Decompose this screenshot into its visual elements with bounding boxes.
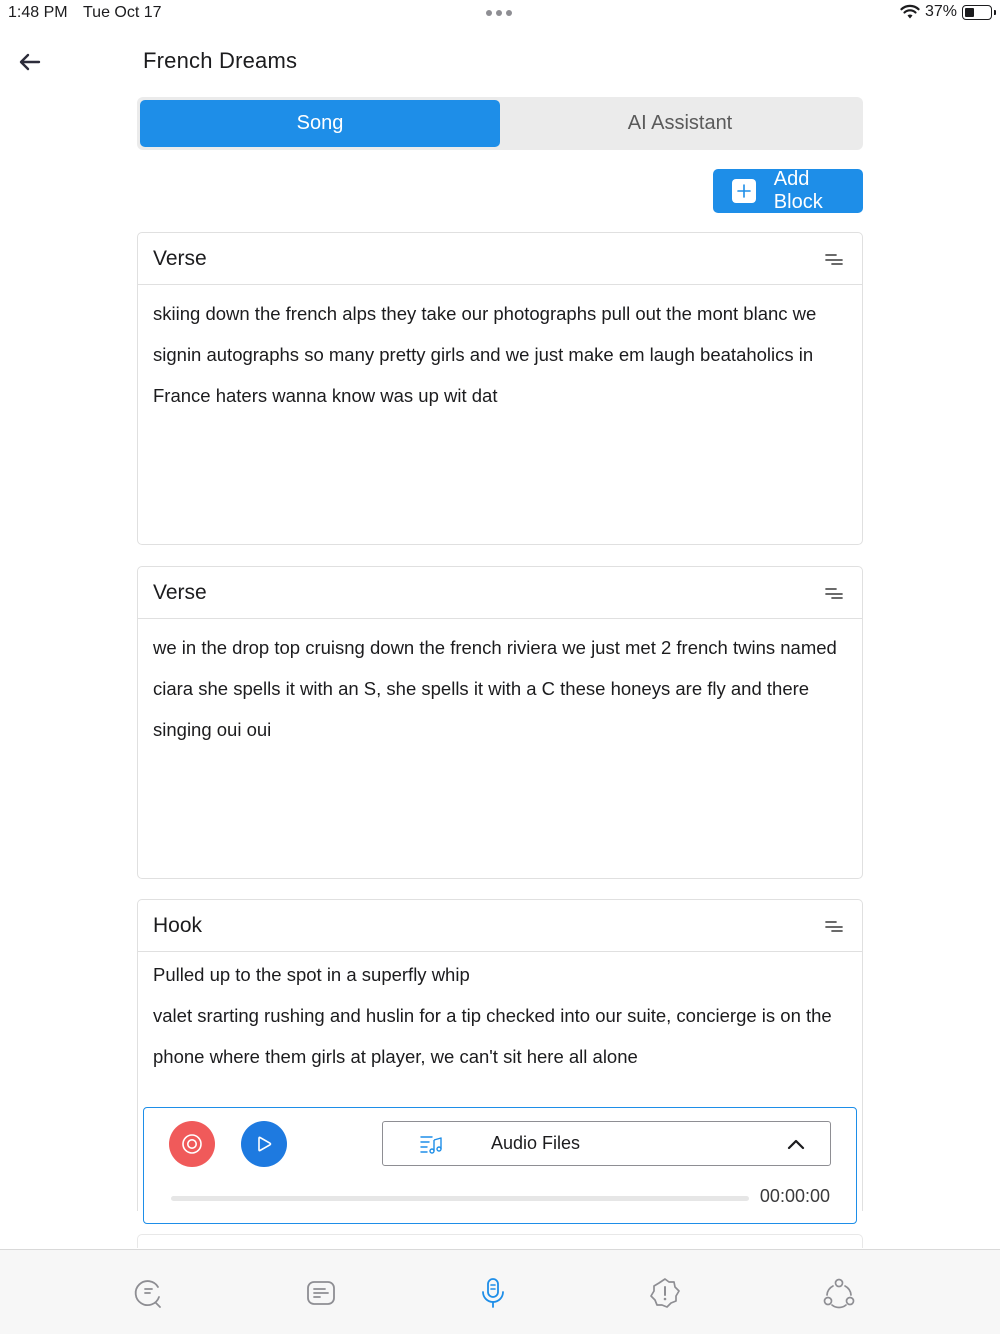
lyric-line: we in the drop top cruisng down the french riviera we just met 2 french twins named ciara she spells it with an S, she spells it with a C these honeys are fly and there singing oui oui xyxy=(153,637,837,740)
lyric-text-area[interactable] xyxy=(138,285,862,424)
notes-icon xyxy=(305,1277,337,1309)
community-icon xyxy=(822,1277,856,1309)
lyric-block-verse xyxy=(137,566,863,879)
plus-icon xyxy=(732,179,756,203)
status-date: Tue Oct 17 xyxy=(83,4,162,21)
tab-song[interactable]: Song xyxy=(140,100,500,147)
lyric-block-verse xyxy=(137,232,863,545)
block-title: Hook xyxy=(153,913,203,937)
block-header xyxy=(138,233,862,285)
chevron-up-icon xyxy=(786,1134,806,1154)
block-title: Verse xyxy=(153,580,207,604)
nav-history[interactable] xyxy=(131,1276,165,1310)
battery-percent: 37% xyxy=(924,3,957,20)
history-icon xyxy=(132,1277,164,1309)
tab-ai-assistant[interactable]: AI Assistant xyxy=(627,112,733,134)
nav-community[interactable] xyxy=(822,1276,856,1310)
audio-files-dropdown[interactable] xyxy=(382,1121,831,1166)
play-button[interactable] xyxy=(241,1121,287,1167)
battery-icon xyxy=(962,5,992,20)
playlist-music-icon xyxy=(419,1132,443,1156)
multitasking-dots-icon[interactable] xyxy=(486,10,512,16)
drag-handle-icon[interactable] xyxy=(821,913,847,939)
record-button[interactable] xyxy=(169,1121,215,1167)
record-icon xyxy=(181,1133,203,1155)
microphone-icon xyxy=(477,1277,509,1309)
back-button[interactable] xyxy=(14,46,46,78)
playback-progress-bar[interactable] xyxy=(171,1196,749,1201)
lyric-line: valet srarting rushing and huslin for a tip checked into our suite, concierge is on the phone where them girls at player, we can't sit here all alone xyxy=(153,1005,832,1067)
drag-handle-icon[interactable] xyxy=(821,580,847,606)
page-title: French Dreams xyxy=(143,48,298,73)
lyric-text-area[interactable] xyxy=(138,619,862,758)
block-header xyxy=(138,567,862,619)
status-time: 1:48 PM xyxy=(8,4,68,21)
block-title: Verse xyxy=(153,246,207,270)
block-header xyxy=(138,900,862,952)
drag-handle-icon[interactable] xyxy=(821,246,847,272)
play-icon xyxy=(254,1134,274,1154)
add-block-label: Add Block xyxy=(773,168,823,213)
lyric-text-area[interactable] xyxy=(138,952,862,1085)
alert-badge-icon xyxy=(649,1277,681,1309)
arrow-left-icon xyxy=(19,53,41,71)
add-block-button[interactable] xyxy=(713,169,863,213)
audio-player xyxy=(143,1107,857,1224)
audio-files-label: Audio Files xyxy=(491,1133,581,1153)
wifi-icon xyxy=(900,4,920,20)
lyric-block-partial xyxy=(137,1234,863,1248)
status-bar xyxy=(0,0,1000,28)
lyric-line: Pulled up to the spot in a superfly whip xyxy=(153,964,470,985)
nav-notes[interactable] xyxy=(304,1276,338,1310)
segmented-tabs xyxy=(137,97,863,150)
status-indicators xyxy=(900,3,992,21)
bottom-tab-bar xyxy=(0,1249,1000,1334)
nav-record[interactable] xyxy=(476,1276,510,1310)
playback-time: 00:00:00 xyxy=(759,1186,830,1206)
nav-alerts[interactable] xyxy=(648,1276,682,1310)
battery-level xyxy=(965,8,974,17)
lyric-line: skiing down the french alps they take our photographs pull out the mont blanc we signin autographs so many pretty girls and we just make em laugh beataholics in France haters wanna know was up wit dat xyxy=(153,303,817,406)
